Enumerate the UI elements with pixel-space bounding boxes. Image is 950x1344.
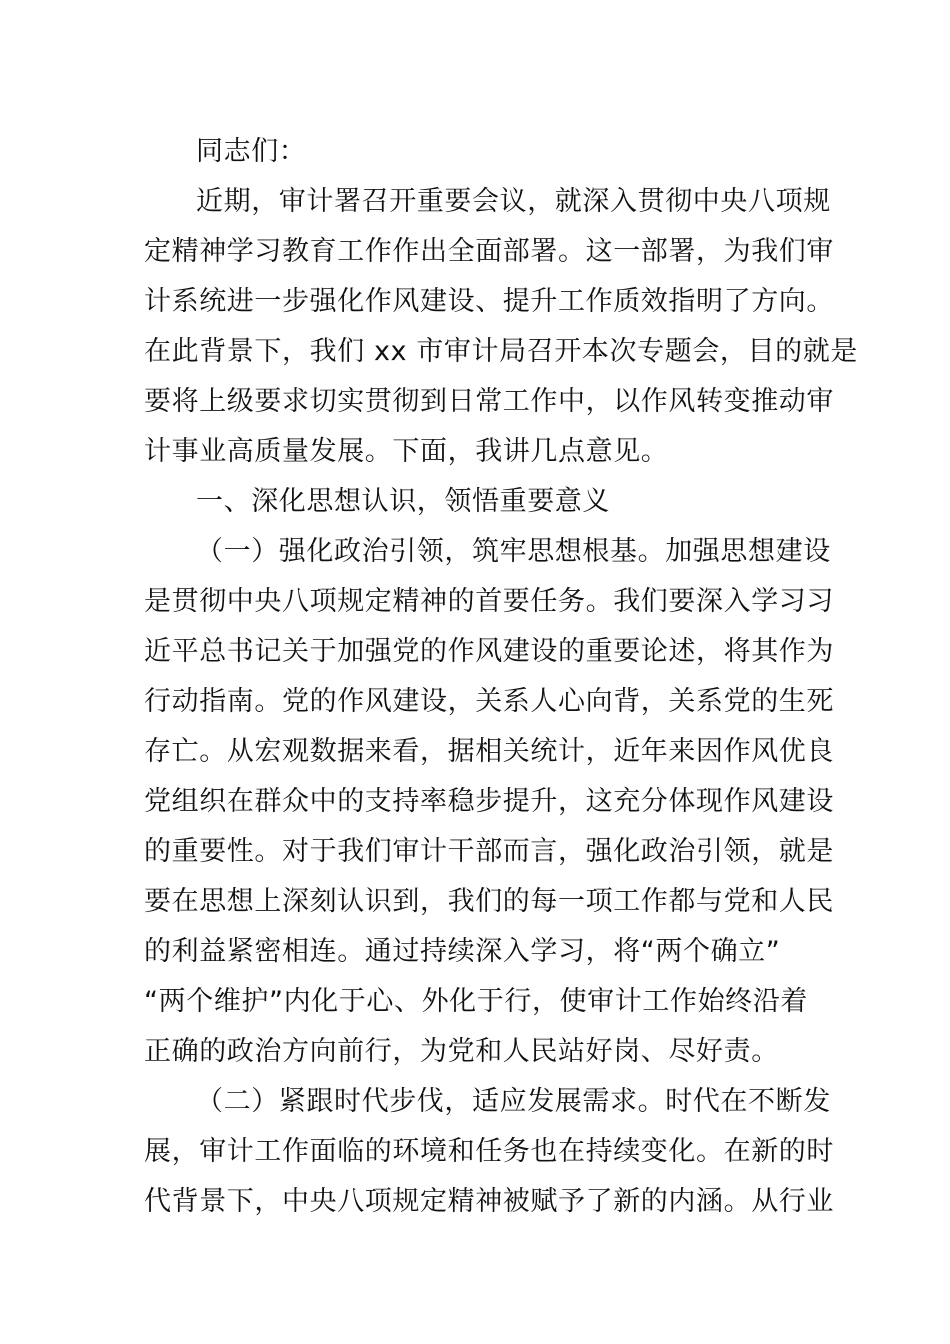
paragraph-line: 的重要性。对于我们审计干部而言，强化政治引领，就是 — [144, 836, 834, 867]
paragraph-line: 是贯彻中央八项规定精神的首要任务。我们要深入学习习 — [144, 586, 834, 617]
paragraph-line: 党组织在群众中的支持率稳步提升，这充分体现作风建设 — [144, 786, 834, 817]
paragraph-line: 近平总书记关于加强党的作风建设的重要论述，将其作为 — [144, 636, 834, 667]
paragraph-line: 行动指南。党的作风建设，关系人心向背，关系党的生死 — [144, 686, 834, 717]
paragraph-line: 代背景下，中央八项规定精神被赋予了新的内涵。从行业 — [144, 1186, 834, 1217]
paragraph-line: 近期，审计署召开重要会议，就深入贯彻中央八项规 — [196, 186, 831, 217]
paragraph-line: “两个维护”内化于心、外化于行，使审计工作始终沿着 — [144, 986, 808, 1017]
paragraph-line: 展，审计工作面临的环境和任务也在持续变化。在新的时 — [144, 1136, 834, 1167]
paragraph-line: （二）紧跟时代步伐，适应发展需求。时代在不断发 — [196, 1086, 831, 1117]
paragraph-line: 的利益紧密相连。通过持续深入学习，将“两个确立” — [144, 936, 781, 967]
section-heading: 一、深化思想认识，领悟重要意义 — [196, 486, 610, 517]
paragraph-line: 计事业高质量发展。下面，我讲几点意见。 — [144, 436, 669, 467]
paragraph-line: 存亡。从宏观数据来看，据相关统计，近年来因作风优良 — [144, 736, 834, 767]
paragraph-line: 要在思想上深刻认识到，我们的每一项工作都与党和人民 — [144, 886, 834, 917]
paragraph-line: 定精神学习教育工作作出全面部署。这一部署，为我们审 — [144, 236, 834, 267]
paragraph-line: 正确的政治方向前行，为党和人民站好岗、尽好责。 — [144, 1036, 779, 1067]
paragraph-line: 要将上级要求切实贯彻到日常工作中，以作风转变推动审 — [144, 386, 834, 417]
paragraph-line: 在此背景下，我们 xx 市审计局召开本次专题会，目的就是 — [144, 336, 858, 367]
document-body — [144, 127, 858, 1227]
salutation: 同志们： — [196, 136, 307, 167]
paragraph-line: 计系统进一步强化作风建设、提升工作质效指明了方向。 — [144, 286, 834, 317]
paragraph-line: （一）强化政治引领，筑牢思想根基。加强思想建设 — [196, 536, 831, 567]
